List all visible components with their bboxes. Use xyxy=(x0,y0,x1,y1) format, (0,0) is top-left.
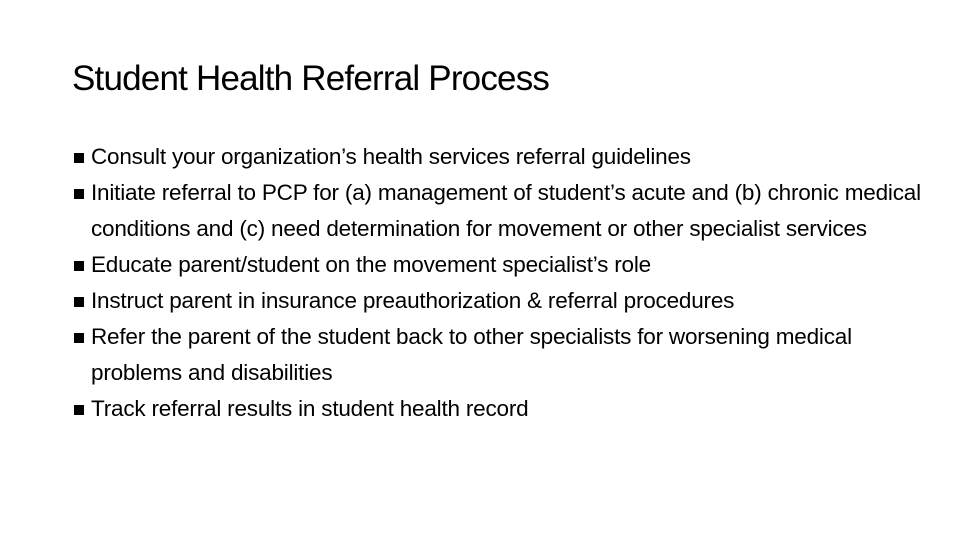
bullet-text: Instruct parent in insurance preauthorization & referral procedures xyxy=(91,288,735,313)
bullet-item xyxy=(72,391,922,427)
bullet-text: Track referral results in student health record xyxy=(91,396,529,421)
bullet-text: Initiate referral to PCP for (a) management of student’s acute and (b) chronic medical conditions and (c) need determination for movement or other specialist services xyxy=(91,180,921,241)
bullet-item xyxy=(72,139,922,175)
bullet-text: Refer the parent of the student back to other specialists for worsening medical problems and disabilities xyxy=(91,324,852,385)
slide-title: Student Health Referral Process xyxy=(72,59,550,98)
square-bullet-icon xyxy=(74,153,84,163)
bullet-list xyxy=(72,139,922,427)
bullet-item xyxy=(72,175,922,247)
square-bullet-icon xyxy=(74,261,84,271)
bullet-item xyxy=(72,283,922,319)
bullet-text: Educate parent/student on the movement specialist’s role xyxy=(91,252,651,277)
bullet-item xyxy=(72,319,922,391)
square-bullet-icon xyxy=(74,297,84,307)
square-bullet-icon xyxy=(74,189,84,199)
square-bullet-icon xyxy=(74,405,84,415)
bullet-item xyxy=(72,247,922,283)
square-bullet-icon xyxy=(74,333,84,343)
bullet-text: Consult your organization’s health services referral guidelines xyxy=(91,144,691,169)
